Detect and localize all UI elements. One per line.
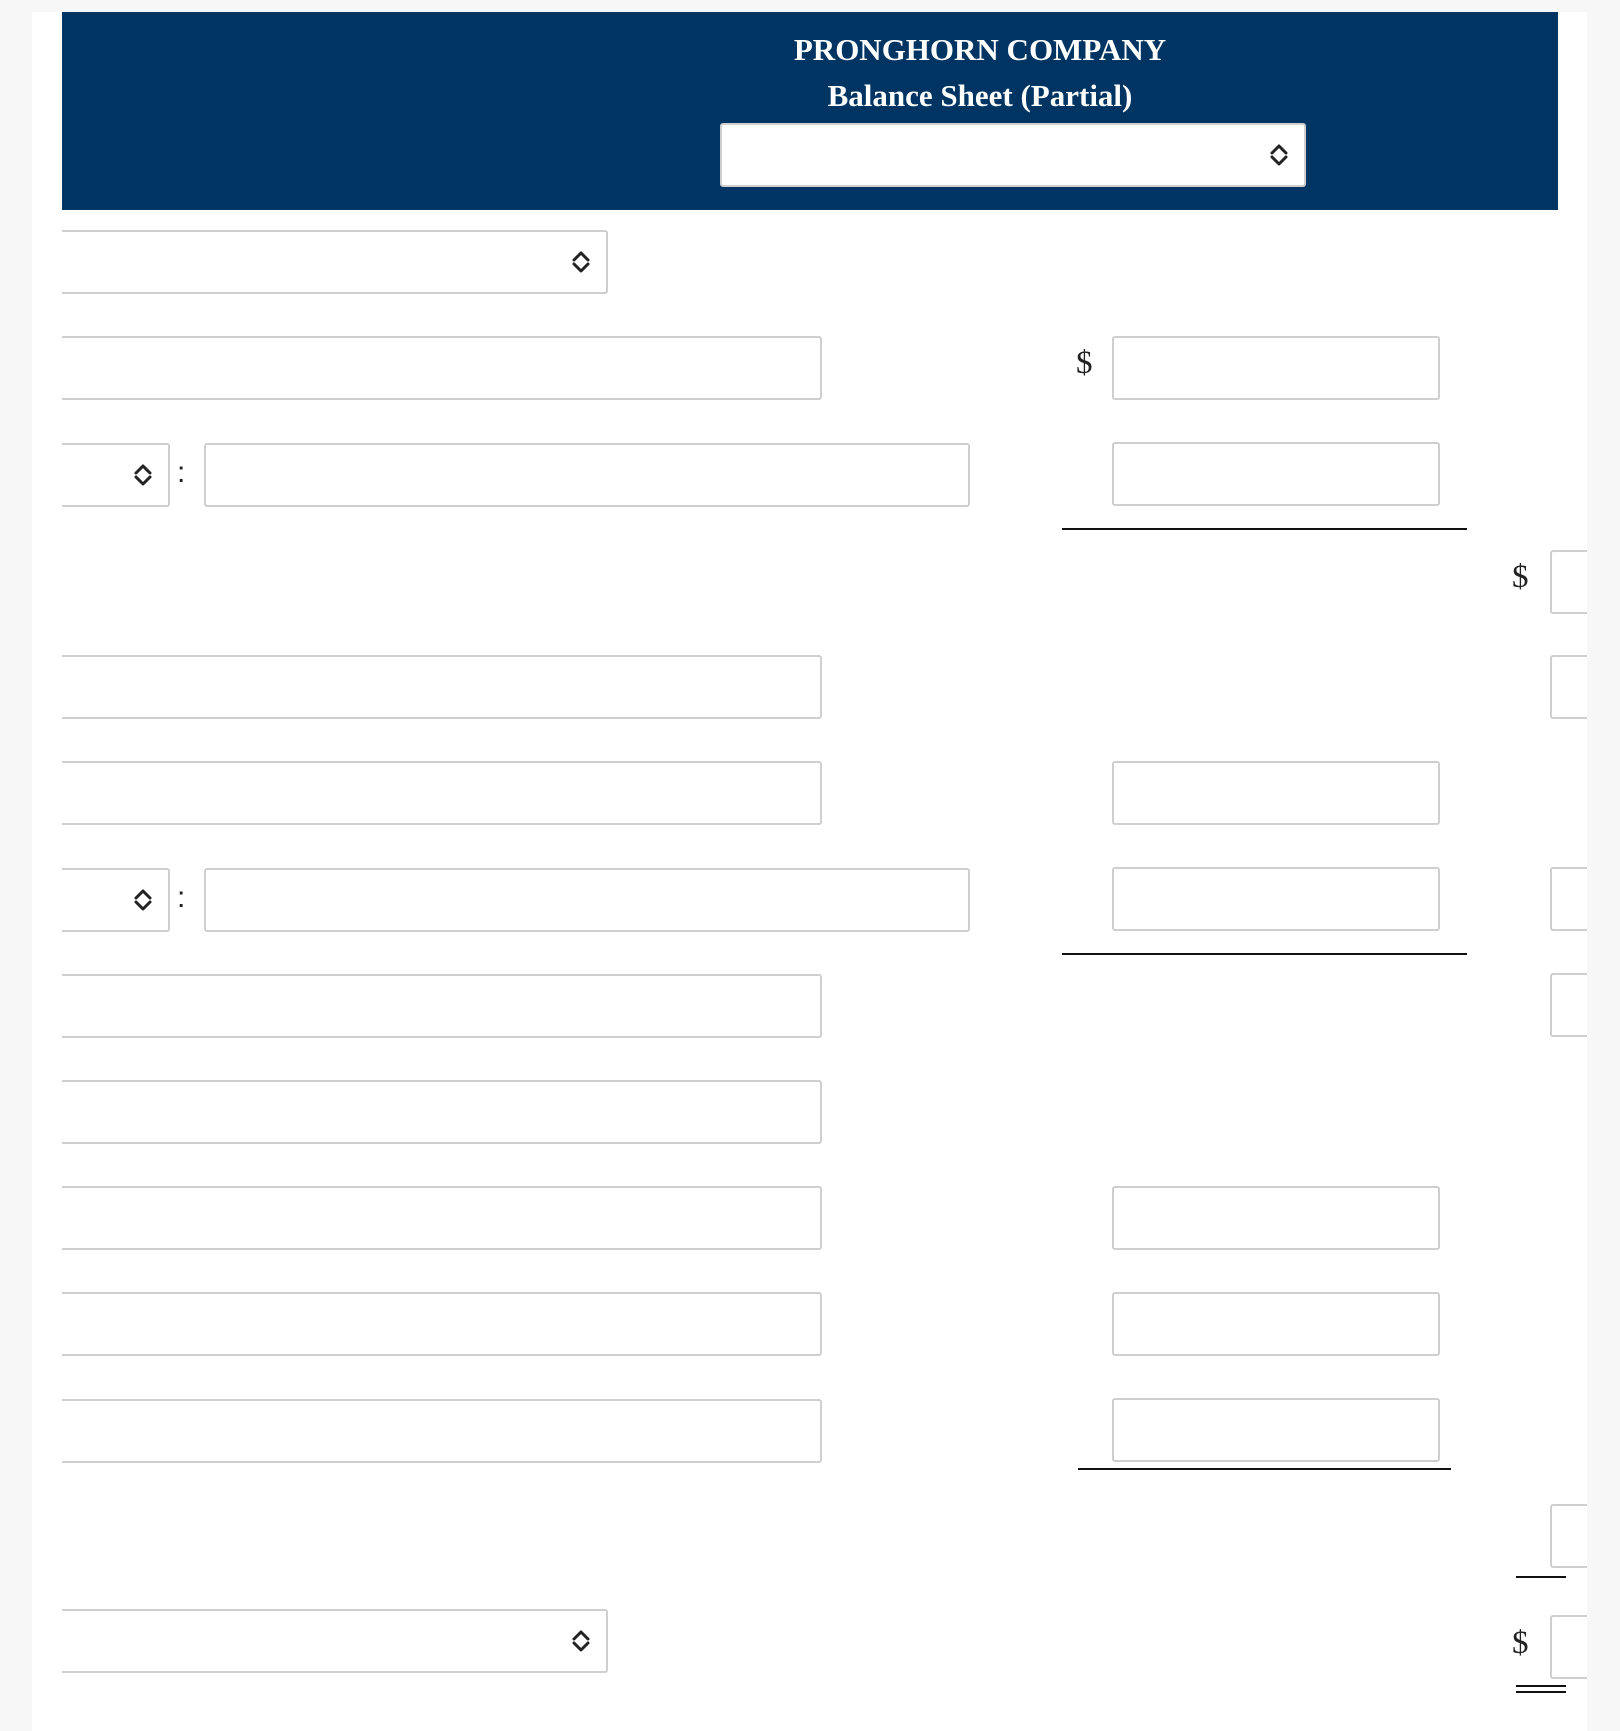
dollar-sign: $ xyxy=(1076,345,1093,381)
total-input-4[interactable] xyxy=(1550,973,1587,1037)
total-input-1[interactable] xyxy=(1550,550,1587,614)
subtotal-underline-2 xyxy=(1062,953,1467,955)
grand-total-double-underline-top xyxy=(1516,1685,1566,1687)
amount-input-2[interactable] xyxy=(1112,442,1440,506)
account-input-3[interactable] xyxy=(62,761,822,825)
amount-input-4[interactable] xyxy=(1112,867,1440,931)
account-input-2[interactable] xyxy=(62,655,822,719)
company-name: PRONGHORN COMPANY xyxy=(793,32,1167,67)
account-input-6[interactable] xyxy=(62,1186,822,1250)
subtotal-underline-3 xyxy=(1078,1468,1451,1470)
account-input-5[interactable] xyxy=(62,1080,822,1144)
chevron-up-down-icon xyxy=(1268,142,1290,168)
account-input-1[interactable] xyxy=(62,336,822,400)
chevron-up-down-icon xyxy=(570,1628,592,1654)
statement-header xyxy=(62,12,1558,210)
total-input-3[interactable] xyxy=(1550,867,1587,931)
dollar-sign: $ xyxy=(1512,559,1529,595)
amount-input-6[interactable] xyxy=(1112,1292,1440,1356)
subtotal-underline-1 xyxy=(1062,528,1467,530)
total-input-5[interactable] xyxy=(1550,1504,1587,1568)
chevron-up-down-icon xyxy=(132,887,154,913)
section-select-top[interactable] xyxy=(62,230,608,294)
chevron-up-down-icon xyxy=(570,249,592,275)
dollar-sign: $ xyxy=(1512,1625,1529,1661)
total-underline xyxy=(1516,1576,1566,1578)
amount-input-5[interactable] xyxy=(1112,1186,1440,1250)
amount-input-1[interactable] xyxy=(1112,336,1440,400)
date-select[interactable] xyxy=(720,123,1306,187)
adjustment-account-input-1[interactable] xyxy=(204,443,970,507)
section-select-bottom[interactable] xyxy=(62,1609,608,1673)
account-input-7[interactable] xyxy=(62,1292,822,1356)
grand-total-input[interactable] xyxy=(1550,1615,1587,1679)
chevron-up-down-icon xyxy=(132,462,154,488)
total-input-2[interactable] xyxy=(1550,655,1587,719)
amount-input-3[interactable] xyxy=(1112,761,1440,825)
adjustment-select-2[interactable] xyxy=(62,868,170,932)
amount-input-7[interactable] xyxy=(1112,1398,1440,1462)
grand-total-double-underline-bottom xyxy=(1516,1691,1566,1693)
account-input-8[interactable] xyxy=(62,1399,822,1463)
balance-sheet-form xyxy=(32,12,1587,1731)
statement-title: Balance Sheet (Partial) xyxy=(827,78,1133,113)
adjustment-account-input-2[interactable] xyxy=(204,868,970,932)
adjustment-select-1[interactable] xyxy=(62,443,170,507)
colon-separator: : xyxy=(177,881,186,914)
account-input-4[interactable] xyxy=(62,974,822,1038)
colon-separator: : xyxy=(177,456,186,489)
